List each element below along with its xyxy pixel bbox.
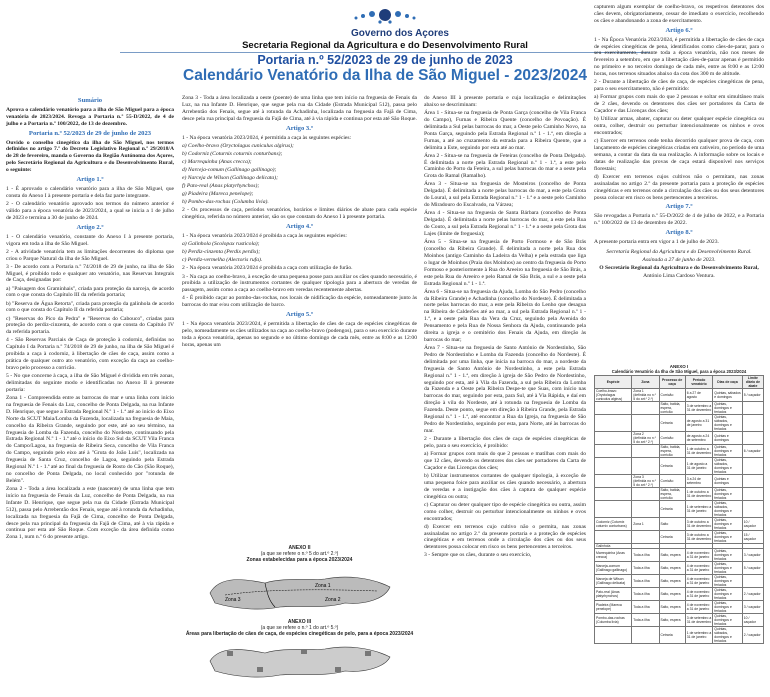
table-row <box>595 614 764 627</box>
table-cell: Coelho-bravo (Oryctolagus cuniculus algirus) <box>595 389 632 402</box>
table-row <box>595 432 764 445</box>
table-cell: Quintas, sábados, domingos e feriados <box>713 415 743 432</box>
article-paragraph: 1 - Na época venatória 2023/2024 é proibida a caça às seguintes espécies: <box>182 233 347 240</box>
table-cell: Quintas, domingos e feriados <box>713 445 743 458</box>
table-header: Processo de caça <box>659 376 685 389</box>
table-cell <box>595 402 632 415</box>
article-paragraph: a) Formar grupos com mais do que 2 pessoas e soltar em simultâneo mais de 2 cães, devendo os detentores dos cães ser portadores da Carta de Caçador e das Licenças dos cães; <box>594 94 764 115</box>
table-cell: Zona 3 (definida no n.º 5 do art.º 2.º) <box>632 475 659 488</box>
table-cell: de agosto a 31 de janeiro <box>685 415 713 432</box>
species-item: g) Piadeira (Mareca penelope); <box>182 191 254 198</box>
article-paragraph: capturem algum exemplar de coelho-bravo, os respetivos detentores dos cães devem, obrigatoriamente, cessar de imediato o exercício, recolhendo os cães e abandonando a zona de exercitamento. <box>594 4 764 24</box>
table-cell <box>595 501 632 518</box>
table-cell: de agosto a 24 de setembro <box>685 432 713 445</box>
article-paragraph: 5 - No que concerne à caça, a ilha de São Miguel é dividida em três zonas, delimitadas do seguinte modo e identificadas no Anexo II à presente portaria: <box>6 373 174 393</box>
table-cell: Cetraria <box>659 531 685 544</box>
table-cell: Quintas, domingos e feriados <box>713 575 743 588</box>
annex-2-subtitle: (a que se refere o n.º 5 do art.º 2.º) <box>260 551 339 557</box>
table-cell: Quintas, domingos e feriados <box>713 549 743 562</box>
table-cell: 10 / caçador <box>742 518 763 531</box>
species-item: d) Narceja-comum (Gallinago gallinago); <box>182 166 277 173</box>
table-cell <box>742 402 763 415</box>
table-cell <box>595 445 632 458</box>
table-cell: 4 de novembro a 31 de janeiro <box>685 588 713 601</box>
table-cell <box>742 475 763 488</box>
table-cell: 3 a 24 de setembro <box>685 475 713 488</box>
table-cell: Quintas, domingos e feriados <box>713 588 743 601</box>
table-cell <box>595 415 632 432</box>
table-cell: Salto, espera <box>659 588 685 601</box>
area-marker <box>227 651 233 656</box>
table-cell <box>595 475 632 488</box>
table-cell: Quintas, domingos e feriados <box>713 601 743 614</box>
table-header: Zona <box>632 376 659 389</box>
table-cell: Salto, espera <box>659 575 685 588</box>
table-cell <box>632 402 659 415</box>
signatory-name: António Lima Cardoso Ventura. <box>643 273 715 280</box>
species-item: c) Marrequinha (Anas crecca); <box>182 158 252 165</box>
table-cell: 1 de setembro a 31 de janeiro <box>685 627 713 644</box>
table-cell: Quintas, domingos e feriados <box>713 531 743 544</box>
table-cell: Corricão <box>659 389 685 402</box>
table-cell: Quintas, domingos e feriados <box>713 488 743 501</box>
table-cell: 4 de novembro a 31 de janeiro <box>685 562 713 575</box>
table-cell: Salto, batida, espera, corricão <box>659 445 685 458</box>
area-definition: Área 4 - Situa-se na freguesia de Santa Bárbara (concelho de Ponta Delgada). É delimitada a norte pelas barrocas do mar, a este pela Rua do Couto, a sul pela Estrada Regional n.º 1 - 1.ª e a oeste pela Grota das Lajes (limite de freguesia); <box>424 210 586 237</box>
article-paragraph: c) Capturar ou deter qualquer tipo de espécie cinegética ou outra, assim como colher, destruir ou perturbar intencionalmente os ninhos e ovos encontrados; <box>424 501 586 522</box>
table-cell <box>595 531 632 544</box>
zone-2-label: Zona 2 <box>324 597 341 603</box>
secretariat-name: Secretaria Regional da Agricultura e do Desenvolvimento Rural <box>242 40 528 51</box>
table-cell: 1 de agosto a 31 de janeiro <box>685 458 713 475</box>
article-paragraph: 1 - Na época venatória 2023/2024, é permitida a libertação de cães de caça de espécies cinegéticas de pelo, nomeadamente os cães utilizados na caça ao coelho-bravo (podengos), para o seu exercício durante toda a época venatória, apenas no segundo e no último domingo de cada mês, entre as 8:00 e as 12:00 horas, apenas um <box>182 321 417 348</box>
area-definition: Área 1 - Situa-se na freguesia de Ponta Garça (concelho de Vila Franca do Campo), Furnas e Ribeira Quente (concelho de Povoação). É delimitada a Sul pelas barrocas do mar, a Oeste pelo Caminho Novo, na Ponta Garça, seguindo pela Estrada Regional n.º 1 - 1.ª, em direção a Furnas, a até ao cruzamento da estrada para a Ribeira Quente, que a delimita a Este, seguindo por esta até ao mar. <box>424 110 586 151</box>
article-paragraph: 3 - Na caça ao coelho-bravo, à exceção de uma pequena posse para auxiliar os cães quando necessário, é proibida a utilização de instrumentos cortantes de qualquer tipologia para a abertura de veredas de passagem, assim como a caça ao coelho-bravo em veredas recentemente abertas. <box>182 273 417 294</box>
table-cell: 3 / caçador <box>742 549 763 562</box>
table-cell: Salto, espera <box>659 601 685 614</box>
article-paragraph: d) Exercer em terrenos cujo cultivo não o permita, nas zonas assinaladas no artigo 2.º da presente portaria e a proteção de espécies cinegéticas e em terrenos onde a circulação dos cães ou dos seus detentores possa colocar em risco os bens pertencentes a terceiros. <box>424 523 586 551</box>
ordinance-number: Portaria n.º 52/2023 de 29 de junho de 2023 <box>257 53 513 67</box>
table-cell: 1 de outubro a 31 de dezembro <box>685 488 713 501</box>
table-row <box>595 475 764 488</box>
area-definition: Área 6 - Situa-se na freguesia da Ajuda, Lomba do São Pedro (concelho da Ribeira Grande) e Achadinha (concelho do Nordeste). É delimitada a norte pelas barrocas do mar, a este pela Ribeira do Lenho que desagua na Ribeira de Calderões até ao mar, a sul pela Estrada Regional n.º 1 - 1.ª, e a oeste pela Rua da Vera da Cruz, seguindo pela Avenida do Pensamento e pela Rua de Nossa Senhora da Ajuda, continuando pela direita a igreja e o cemitério dos Fenais da Ajuda, em direção às barrocas do mar; <box>424 288 586 343</box>
table-cell: Narceja de Wilson (Gallinago delicata) <box>595 575 632 588</box>
table-cell: 4 de novembro a 31 de janeiro <box>685 549 713 562</box>
species-item: a) Galinhola (Scolopax rusticola); <box>182 241 260 248</box>
table-cell: Quintas, sábados e domingos <box>713 389 743 402</box>
article-paragraph: 2 - A atividade venatória tem as limitações decorrentes do diploma que criou o Parque Natural da ilha de São Miguel. <box>6 248 174 262</box>
table-cell: Zona 2 (definida no n.º 5 do art.º 2.º) <box>632 432 659 445</box>
column-2 <box>182 95 417 350</box>
table-row <box>595 575 764 588</box>
article-paragraph: 2 - Durante a libertação dos cães de caça de espécies cinegéticas de pelo, para o seu exercício, é proibido: <box>424 436 586 449</box>
table-cell: Cetraria <box>659 458 685 475</box>
table-cell: Pato-real (Anas platyrhynchos) <box>595 588 632 601</box>
table-row <box>595 518 764 531</box>
annex-2-title: ANEXO II <box>288 545 311 551</box>
annex-3-subtitle: (a que se refere o n.º 1 do art.º 5.º) <box>260 625 339 631</box>
table-cell: Zona 1 (definida no n.º 5 do art.º 2.º) <box>632 389 659 402</box>
hunting-calendar-table <box>594 375 764 644</box>
table-cell <box>595 432 632 445</box>
table-cell: 3 de outubro a 31 de dezembro <box>685 518 713 531</box>
article-paragraph: 2 - O calendário venatório aprovado nos termos do número anterior é válido para a época venatória de 2023/2024, a qual se inicia a 1 de julho de 2023 e termina a 30 de junho de 2024. <box>6 200 174 221</box>
table-cell <box>742 432 763 445</box>
table-cell: Cetraria <box>659 501 685 518</box>
table-cell <box>595 458 632 475</box>
table-cell <box>742 575 763 588</box>
table-header: Dias de caça <box>713 376 743 389</box>
table-cell: Toda a ilha <box>632 614 659 627</box>
table-cell: Quintas e domingos <box>713 475 743 488</box>
annex-1-title: ANEXO I <box>669 364 689 369</box>
table-cell: Quintas, sábados, domingos e feriados <box>713 627 743 644</box>
area-definition: Área 3 - Situa-se na freguesia de Mosteiros (concelho de Ponta Delgada). É delimitada a norte pelas barrocas do mar, a este pela Grota do Loural, a sul pela Estrada Regional n.º 1 - 1.ª e a oeste pelo Caminho do Miradouro do Escalvado, na Várzea; <box>424 181 586 209</box>
table-cell: Cetraria <box>659 627 685 644</box>
dog-release-areas-map <box>205 639 395 681</box>
article-paragraph: 3 - Sempre que os cães, durante o seu exercício, <box>424 552 532 559</box>
table-cell: 4 de novembro a 31 de janeiro <box>685 575 713 588</box>
species-item: b) Codorniz (Coturnix coturnix conturbans); <box>182 150 283 157</box>
table-row <box>595 588 764 601</box>
zone-1-label: Zona 1 <box>314 583 331 589</box>
table-cell: Quintas, sábados, domingos e feriados <box>713 458 743 475</box>
table-cell <box>632 488 659 501</box>
annex-3-title: ANEXO III <box>287 619 312 625</box>
table-cell: Toda a ilha <box>632 575 659 588</box>
article-5-heading: Artigo 5.º <box>285 311 314 319</box>
table-cell: Quintas, domingos e feriados <box>713 518 743 531</box>
table-row <box>595 458 764 475</box>
article-3-heading: Artigo 3.º <box>285 124 314 132</box>
table-row <box>595 415 764 432</box>
table-cell: 5 / caçador <box>742 562 763 575</box>
article-paragraph: São revogadas a Portaria n.º 55-D/2022 de 4 de julho de 2022, e a Portaria n.º 100/2022 de 13 de dezembro de 2022. <box>594 213 764 227</box>
table-cell: Salto, espera <box>659 562 685 575</box>
table-cell: Zona 1 <box>632 518 659 531</box>
table-cell: 3 / caçador <box>742 601 763 614</box>
table-cell: 15 / caçador <box>742 531 763 544</box>
table-cell <box>632 445 659 458</box>
table-cell: Quintas, domingos e feriados <box>713 614 743 627</box>
zone-3-definition: Zona 3 - Toda a área localizada a oeste (poente) de uma linha que tem início na freguesia de Fenais da Luz, na rua Infante D. Henrique, que segue pela rua da Cidade (Estrada Municipal 512), passa pelo Arrebentão dos Fenais, segue até à rotunda da Achadinha, localizada na freguesia da Fajã de Cima, desce pela rua principal da freguesia da Fajã de Cima, até à via rápida e continua por esta até São Roque. <box>182 95 417 122</box>
table-cell <box>595 627 632 644</box>
article-paragraph: do Anexo III à presente portaria e cuja localização e delimitações abaixo se descriminam: <box>424 95 586 108</box>
table-cell <box>632 415 659 432</box>
table-cell <box>742 501 763 518</box>
annex-1-subtitle: Calendário Venatório da Ilha de São Miguel, para a época 2023/2024 <box>611 369 747 374</box>
article-paragraph: 4 - São Reservas Parciais de Caça de proteção à codorniz, definidas no Capítulo I da Portaria n.º 74/2018 de 29 de junho, na ilha de São Miguel é proibida a caça à codorniz, à libertação de cães de caça, assim como a prática de qualquer outro ato venatório, com exceção da caça ao coelho-bravo pelo processo a corricão. <box>6 337 174 372</box>
article-paragraph: 1 - O calendário venatório, constante do Anexo I à presente portaria, vigora em toda a ilha de São Miguel. <box>6 233 174 247</box>
table-cell <box>632 627 659 644</box>
table-cell: 1 de outubro a 31 de dezembro <box>685 445 713 458</box>
article-paragraph: a) Formar grupos com mais do que 2 pessoas e matilhas com mais do que 12 cães, devendo os detentores dos cães ser portadores da Carta de Caçador e das Licenças dos cães; <box>424 451 586 471</box>
table-cell: Salto, batida, espera, corricão <box>659 402 685 415</box>
article-paragraph: c) "Reservas do Pico da Pedra" e "Reservas do Cabouco", criadas para proteção do perdiz-cinzenta, de acordo com o que consta do Capítulo IV da referida portaria. <box>6 315 174 336</box>
table-cell <box>632 531 659 544</box>
table-cell: Piadeira (Mareca penelope) <box>595 601 632 614</box>
table-row <box>595 601 764 614</box>
species-item: h) Pombo-das-rochas (Columba livia). <box>182 199 269 206</box>
area-definition: Área 7 - Situa-se na freguesia de Santo António de Nordestinho, São Pedro de Nordestinho e Lomba da Fazenda (concelho do Nordeste). É delimitada por uma linha, que inicia na barroca do mar, a nordeste da freguesia de Santo António de Nordestinho, a este pela Estrada Regional n.º 1 - 1.ª, em direção à igreja de São Pedro de Nordestinho, seguindo por esta, até à Vila da Fazenda, a sul pela Ribeira da Lomba da Fazenda e a Oeste pela Ribeira Despe-te que Suas, com início nas barrocas do mar, seguindo por esta, para Sul, até à Via Rápida, e daí em direção à vila do Nordeste, até à rotunda na freguesia de Lomba da Fazenda. Deste ponto, segue em direção à Ribeira Grande, pela Estrada Regional n.º 1 - 1.ª, até encontrar a Rua da Igreja, na freguesia de São Pedro de Nordestinho, seguindo por esta, para Norte, até às barrocas do mar. <box>424 345 586 434</box>
table-cell: Quintas, domingos e feriados <box>713 402 743 415</box>
table-row <box>595 562 764 575</box>
table-cell <box>742 458 763 475</box>
article-2-heading: Artigo 2.º <box>76 223 104 231</box>
ordinance-heading: Portaria n.º 52/2023 de 29 de junho de 2023 <box>28 129 152 137</box>
table-cell: 3 de setembro a 31 de dezembro <box>685 402 713 415</box>
table-cell: Quintas e domingos <box>713 432 743 445</box>
annex-1 <box>594 364 764 644</box>
area-marker <box>335 667 341 672</box>
table-cell <box>595 488 632 501</box>
table-row <box>595 488 764 501</box>
table-row <box>595 501 764 518</box>
article-paragraph: 2 - Durante a libertação de cães de caça, de espécies cinegéticas de pena, para o seu exercitamento, não é permitido: <box>594 79 764 93</box>
column-3 <box>424 95 586 561</box>
table-cell: Cetraria <box>659 415 685 432</box>
table-cell: Galinhola <box>595 544 632 549</box>
table-cell: 6 a 27 de agosto <box>685 389 713 402</box>
table-cell: 2 / caçador <box>742 627 763 644</box>
table-cell: 3 de outubro a 31 de dezembro <box>685 531 713 544</box>
article-1-heading: Artigo 1.º <box>76 176 104 184</box>
zone-1-definition: Zona 1 - Compreendida entre as barrocas do mar e uma linha com início na freguesia de Fenais da Luz, concelho de Ponta Delgada, na rua Infante D. Henrique, que segue a Estrada Regional N.º 1 - 1.ª até ao início do Eixo Norte da SCUT Maia/Lomba da Fazenda, localizada na freguesia de Maia, concelho da Ribeira Grande, seguindo por este, até ao seu término, na freguesia de Lomba da Fazenda, concelho do Nordeste, continuando pela Estrada Regional N.º 1 - 1.ª até o início do Eixo Sul da SCUT Vila Franca do Campo/Lagoa, na freguesia de Ribeira Seca, concelho de Vila Franca do Campo, seguindo pelo eixo até à "Gruta do João Luís", localizada na freguesia de Santa Cruz, concelho de Lagoa, seguindo pela Estrada Regional N.º 1 - 1.ª até ao final da freguesia de Rosto do Cão (São Roque), no concelho de Ponta Delgada, no local conhecido por "rotunda de Belém". <box>6 395 174 484</box>
table-cell: Corricão <box>659 475 685 488</box>
area-marker <box>257 667 263 672</box>
table-cell: Quintas, domingos e feriados <box>713 562 743 575</box>
table-cell: Toda a ilha <box>632 549 659 562</box>
column-1 <box>6 95 174 542</box>
table-row <box>595 402 764 415</box>
species-item: c) Perdiz-vermelha (Alectoris rufa). <box>182 257 263 264</box>
summary-heading: Sumário <box>77 97 103 104</box>
article-paragraph: 2 - Os processos de caça, períodos venatórios, horários e limites diários de abate para cada espécie cinegética, referida no número anterior, são os que constam do Anexo I à presente portaria. <box>182 207 417 221</box>
table-cell: Pombo-das-rochas (Columba livia) <box>595 614 632 627</box>
article-paragraph: a) "Paisagem dos Graminhais", criada para proteção da narceja, de acordo com o que consta do Capítulo III da referida portaria; <box>6 285 174 299</box>
species-item: e) Narceja de Wilson (Gallinago delicata); <box>182 175 278 181</box>
species-item: b) Perdiz-cinzenta (Perdix perdix); <box>182 249 261 256</box>
signature-date: Assinada a 27 de junho de 2023. <box>642 257 716 264</box>
signatory-title: O Secretário Regional da Agricultura e do Desenvolvimento Rural, <box>599 265 759 272</box>
article-paragraph: 1 - Na época venatória 2023/2024, é permitida a caça às seguintes espécies: <box>182 134 352 141</box>
area-marker <box>365 651 371 656</box>
intro-text: Ouvido o conselho cinegético da ilha de São Miguel, nos termos definidos no artigo 7.º do Decreto Legislativo Regional n.º 29/2018/A de 28 de fevereiro, manda o Governo da Região Autónoma dos Açores, pelo Secretário Regional da Agricultura e do Desenvolvimento Rural, o seguinte: <box>6 139 174 174</box>
table-cell: Codorniz (Coturnix coturnix conturbans) <box>595 518 632 531</box>
article-paragraph: b) "Reserva de Água Retorta", criada para proteção da galinhola de acordo com o que consta do Capítulo II da referida portaria; <box>6 300 174 314</box>
table-cell: Toda a ilha <box>632 588 659 601</box>
article-paragraph: 3 - De acordo com a Portaria n.º 74/2018 de 29 de junho, na ilha de São Miguel, é proibido todo e qualquer ato venatório, nas Reservas Integrais de Caça, designadas por: <box>6 263 174 284</box>
table-row <box>595 549 764 562</box>
table-cell <box>742 488 763 501</box>
zone-2-definition: Zona 2 - Toda a área localizada a este (nascente) de uma linha que tem início na freguesia de Fenais da Luz, concelho de Ponta Delgada, na rua Infante D. Henrique, que segue pela rua da Cidade (Estrada Municipal 512), passa pelo Arrebentão dos Fenais, segue até à rotunda da Achadinha, localizada na freguesia da Fajã de Cima, concelho de Ponta Delgada, desce pela rua principal da freguesia da Fajã de Cima, até à via rápida e continua por esta até São Roque. Com exceção da área definida como Zona 1, num n.º 6 do presente artigo. <box>6 486 174 541</box>
signature-place: Secretaria Regional da Agricultura e do Desenvolvimento Rural. <box>606 248 752 255</box>
table-cell: 1 de setembro a 31 de janeiro <box>685 501 713 518</box>
table-cell: Marrequinha (Anas crecca) <box>595 549 632 562</box>
table-cell: Toda a ilha <box>632 562 659 575</box>
table-cell: Salto, espera <box>659 549 685 562</box>
area-marker <box>301 649 307 654</box>
article-paragraph: 1 - Na Época Venatória 2023/2024, é permitida a libertação de cães de caça de espécies cinegéticas de pena, identificados como cães-de-parar, para o seu exercitamento, durante toda a época venatória, não nos meses de fevereiro a setembro, em que a libertação cães-de-parar apenas é permitido no primeiro e no terceiro domingo de cada mês, entre as 8:00 e as 12:00 horas, nos terrenos situados abaixo da cota dos 300 m de altitude. <box>594 36 764 78</box>
table-row <box>595 627 764 644</box>
table-cell: Toda a ilha <box>632 601 659 614</box>
azores-government-logo <box>350 4 420 26</box>
article-paragraph: b) Utilizar instrumentos cortantes de qualquer tipologia, à exceção de uma pequena foice para auxiliar os cães quando necessário, a abertura de veredas e a instigação dos cães à captura de qualquer espécie cinegética ou outra; <box>424 472 586 500</box>
table-cell: Corricão <box>659 432 685 445</box>
column-4 <box>594 4 764 281</box>
area-definition: Área 2 - Situa-se na freguesia de Feteiras (concelho de Ponta Delgada). É delimitada a norte pela Estrada Regional n.º 1 - 1.ª, a este pelo Caminho do Porto da Feteira, a sul pelas barrocas do mar e a oeste pela Grota do Ramal (Ramalho). <box>424 152 586 180</box>
document-title: Calendário Venatório da Ilha de São Miguel - 2023/2024 <box>183 67 587 84</box>
table-row <box>595 531 764 544</box>
table-cell: Narceja-comum (Gallinago gallinago) <box>595 562 632 575</box>
table-cell: 2 / caçador <box>742 588 763 601</box>
table-cell <box>632 501 659 518</box>
summary-text: Aprova o calendário venatório para a ilha de São Miguel para a época venatória de 2023/2024. Revoga a Portaria n.º 55-D/2022, de 4 de julho e a Portaria n.º 100/2022, de 13 de dezembro. <box>6 106 174 127</box>
annex-maps <box>182 545 417 681</box>
table-cell <box>742 415 763 432</box>
government-name: Governo dos Açores <box>351 28 449 39</box>
table-cell: 6 / caçador <box>742 445 763 458</box>
table-header: Limite diário de abate <box>742 376 763 389</box>
annex-2-caption: Zonas estabelecidas para a época 2023/2024 <box>246 557 353 563</box>
table-row <box>595 389 764 402</box>
table-cell: 3 de setembro a 31 de dezembro <box>685 614 713 627</box>
article-paragraph: 2 - Na época venatória 2023/2024 é proibida a caça com utilização de furão. <box>182 265 353 272</box>
table-cell <box>632 458 659 475</box>
article-paragraph: b) Utilizar armas, abater, capturar ou deter qualquer espécie cinegética ou outra, colher, destruir ou perturbar intencionalmente os ninhos e ovos encontrados; <box>594 116 764 136</box>
table-cell: Salto, batida, espera, corricão <box>659 488 685 501</box>
area-definition: Área 5 - Situa-se na freguesia de Porto Formoso e de São Brás (concelho da Ribeira Grande). É delimitada a norte pela Rua dos Moinhos (antigo Caminho da Ladeira da Velha) e pela estrada que liga o lugar de Moinhos (Praia dos Moinhos) ao centro da freguesia do Porto Formoso e posteriormente à Rua do Areeiro na freguesia de São Brás, a este pela Rua do Areeiro e pelo Ramal de São Brás, a sul e a oeste pela Estrada Regional n.º 1 - 1.ª. <box>424 239 586 287</box>
article-paragraph: d) Exercer em terrenos cujos cultivos não o permitam, nas zonas assinaladas no artigo 2.º da presente portaria para a proteção de espécies cinegéticas e em terrenos onde a circulação dos cães ou dos seus detentores possa colocar em risco os bens pertencentes a terceiros. <box>594 173 764 201</box>
table-cell: Salto <box>659 518 685 531</box>
article-paragraph: 1 - É aprovado o calendário venatório para a ilha de São Miguel, que consta do Anexo I à presente portaria e dela faz parte integrante. <box>6 185 174 199</box>
species-item: f) Pato-real (Anas platyrhynchos); <box>182 183 260 190</box>
article-4-heading: Artigo 4.º <box>285 223 314 231</box>
table-header: Período venatório <box>685 376 713 389</box>
table-cell: 4 de novembro a 31 de janeiro <box>685 601 713 614</box>
annex-3-caption: Áreas para libertação de cães de caça, de espécies cinegéticas de pelo, para a época 2023/2024 <box>185 631 414 637</box>
table-row <box>595 445 764 458</box>
article-6-heading: Artigo 6.º <box>665 26 693 34</box>
article-7-heading: Artigo 7.º <box>665 203 693 211</box>
article-8-heading: Artigo 8.º <box>665 229 693 237</box>
zones-map <box>205 565 395 617</box>
table-cell: 5 / caçador <box>742 389 763 402</box>
table-cell: Salto, espera <box>659 614 685 627</box>
table-cell: Quintas, sábados, domingos e feriados <box>713 501 743 518</box>
table-header: Espécie <box>595 376 632 389</box>
zone-3-label: Zona 3 <box>224 597 241 603</box>
article-paragraph: c) Exercer em terrenos onde tenha decorrido qualquer prova de caça, com lançamento de espécies cinegéticas criadas em cativeiro, no período de uma semana, a contar da data da sua realização. A informação sobre os locais e datas de realização das provas de caça estará disponível nos serviços florestais; <box>594 138 764 172</box>
species-item: a) Coelho-bravo (Oryctolagus cuniculus algirus); <box>182 142 294 149</box>
table-cell: 10 / caçador <box>742 614 763 627</box>
article-paragraph: A presente portaria entra em vigor a 1 de julho de 2023. <box>594 239 719 246</box>
article-paragraph: 4 - É proibido caçar ao pombo-das-rochas, nos locais de nidificação da espécie, nomeadamente junto às barrocas do mar e/ou com utilização de barco. <box>182 295 417 309</box>
